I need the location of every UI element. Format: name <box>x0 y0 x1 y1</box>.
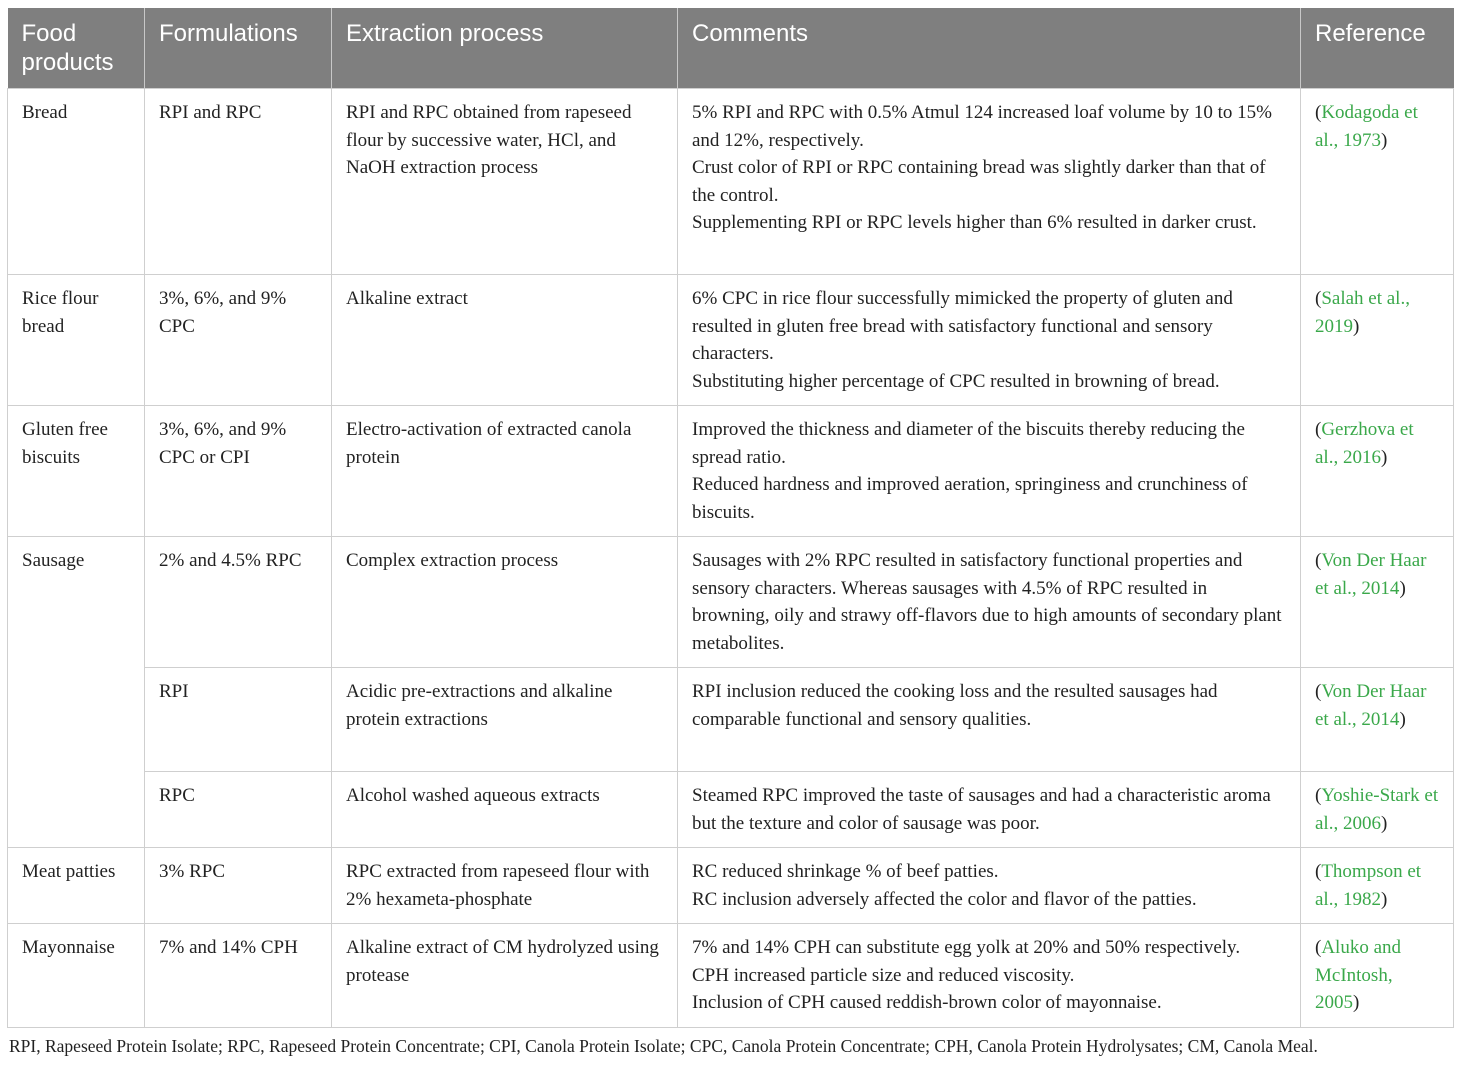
comments-cell <box>678 275 1301 406</box>
header-extraction-process: Extraction process <box>332 8 678 89</box>
comments-cell <box>678 537 1301 668</box>
reference-link[interactable]: Salah et al., 2019 <box>1315 288 1410 337</box>
comments-cell <box>678 89 1301 275</box>
food-products-table <box>7 8 1454 1028</box>
reference-cell: (Aluko and McIntosh, 2005) <box>1301 924 1454 1028</box>
reference-link[interactable]: Aluko and McIntosh, 2005 <box>1315 937 1402 1013</box>
comment-line: Sausages with 2% RPC resulted in satisfactory functional properties and sensory characters. Whereas sausages with 4.5% of RPC resulted in browning, oily and strawy off-flavors due to high amounts of secondary plant metabolites. <box>692 550 1282 654</box>
comment-line: 5% RPI and RPC with 0.5% Atmul 124 increased loaf volume by 10 to 15% and 12%, respectively. <box>692 102 1272 151</box>
comment-line: RPI inclusion reduced the cooking loss and the resulted sausages had comparable functional and sensory qualities. <box>692 681 1218 730</box>
header-reference: Reference <box>1301 8 1454 89</box>
reference-link[interactable]: Thompson et al., 1982 <box>1315 861 1422 910</box>
extraction-process-cell: Alkaline extract <box>332 275 678 406</box>
table-row <box>8 89 1454 275</box>
extraction-process-cell: RPI and RPC obtained from rapeseed flour by successive water, HCl, and NaOH extraction process <box>332 89 678 275</box>
reference-cell: (Kodagoda et al., 1973) <box>1301 89 1454 275</box>
reference-cell: (Yoshie-Stark et al., 2006) <box>1301 772 1454 848</box>
formulation-cell: 7% and 14% CPH <box>145 924 332 1028</box>
table-row <box>8 275 1454 406</box>
food-product-cell: Meat patties <box>8 848 145 924</box>
reference-link[interactable]: Von Der Haar et al., 2014 <box>1315 550 1427 599</box>
table-footnote: RPI, Rapeseed Protein Isolate; RPC, Rapeseed Protein Concentrate; CPI, Canola Protein Isolate; CPC, Canola Protein Concentrate; CPH, Canola Protein Hydrolysates; CM, Canola Meal. <box>9 1036 1318 1056</box>
food-product-cell: Gluten free biscuits <box>8 406 145 537</box>
comments-cell <box>678 924 1301 1028</box>
table-row <box>8 537 1454 668</box>
comment-line: Crust color of RPI or RPC containing bread was slightly darker than that of the control. <box>692 157 1266 206</box>
comment-line: 6% CPC in rice flour successfully mimicked the property of gluten and resulted in gluten free bread with satisfactory functional and sensory characters. <box>692 288 1233 364</box>
formulation-cell: 3%, 6%, and 9% CPC <box>145 275 332 406</box>
food-product-cell: Sausage <box>8 537 145 848</box>
reference-link[interactable]: Gerzhova et al., 2016 <box>1315 419 1414 468</box>
table-header-row <box>8 8 1454 89</box>
food-product-cell: Mayonnaise <box>8 924 145 1028</box>
comments-cell <box>678 406 1301 537</box>
table-row <box>8 668 1454 772</box>
food-product-cell: Rice flour bread <box>8 275 145 406</box>
formulation-cell: RPC <box>145 772 332 848</box>
extraction-process-cell: Acidic pre-extractions and alkaline protein extractions <box>332 668 678 772</box>
reference-cell: (Von Der Haar et al., 2014) <box>1301 537 1454 668</box>
extraction-process-cell: Alcohol washed aqueous extracts <box>332 772 678 848</box>
comment-line: Improved the thickness and diameter of the biscuits thereby reducing the spread ratio. <box>692 419 1245 468</box>
food-products-table-container <box>7 8 1453 1028</box>
food-product-cell: Bread <box>8 89 145 275</box>
comment-line: RC inclusion adversely affected the color and flavor of the patties. <box>692 888 1197 910</box>
reference-link[interactable]: Yoshie-Stark et al., 2006 <box>1315 785 1439 834</box>
comments-cell <box>678 668 1301 772</box>
comment-line: Inclusion of CPH caused reddish-brown color of mayonnaise. <box>692 992 1162 1013</box>
comments-cell <box>678 772 1301 848</box>
formulation-cell: 3%, 6%, and 9% CPC or CPI <box>145 406 332 537</box>
formulation-cell: 3% RPC <box>145 848 332 924</box>
comment-line: Supplementing RPI or RPC levels higher than 6% resulted in darker crust. <box>692 212 1257 233</box>
comment-line: Reduced hardness and improved aeration, springiness and crunchiness of biscuits. <box>692 474 1248 523</box>
formulation-cell: RPI <box>145 668 332 772</box>
comment-line: Substituting higher percentage of CPC resulted in browning of bread. <box>692 370 1220 392</box>
header-comments: Comments <box>678 8 1301 89</box>
comment-line: 7% and 14% CPH can substitute egg yolk at 20% and 50% respectively. <box>692 937 1241 958</box>
formulation-cell: 2% and 4.5% RPC <box>145 537 332 668</box>
reference-cell: (Gerzhova et al., 2016) <box>1301 406 1454 537</box>
comment-line: RC reduced shrinkage % of beef patties. <box>692 861 999 882</box>
table-row <box>8 406 1454 537</box>
comment-line: CPH increased particle size and reduced viscosity. <box>692 964 1075 986</box>
reference-link[interactable]: Kodagoda et al., 1973 <box>1315 102 1418 151</box>
table-row <box>8 924 1454 1028</box>
reference-link[interactable]: Von Der Haar et al., 2014 <box>1315 681 1427 730</box>
extraction-process-cell: Electro-activation of extracted canola protein <box>332 406 678 537</box>
formulation-cell: RPI and RPC <box>145 89 332 275</box>
extraction-process-cell: RPC extracted from rapeseed flour with 2% hexameta-phosphate <box>332 848 678 924</box>
comments-cell <box>678 848 1301 924</box>
reference-cell: (Thompson et al., 1982) <box>1301 848 1454 924</box>
reference-cell: (Von Der Haar et al., 2014) <box>1301 668 1454 772</box>
table-row <box>8 848 1454 924</box>
extraction-process-cell: Complex extraction process <box>332 537 678 668</box>
header-food-products: Food products <box>8 8 145 89</box>
table-row <box>8 772 1454 848</box>
header-formulations: Formulations <box>145 8 332 89</box>
reference-cell: (Salah et al., 2019) <box>1301 275 1454 406</box>
extraction-process-cell: Alkaline extract of CM hydrolyzed using protease <box>332 924 678 1028</box>
comment-line: Steamed RPC improved the taste of sausages and had a characteristic aroma but the texture and color of sausage was poor. <box>692 785 1271 834</box>
